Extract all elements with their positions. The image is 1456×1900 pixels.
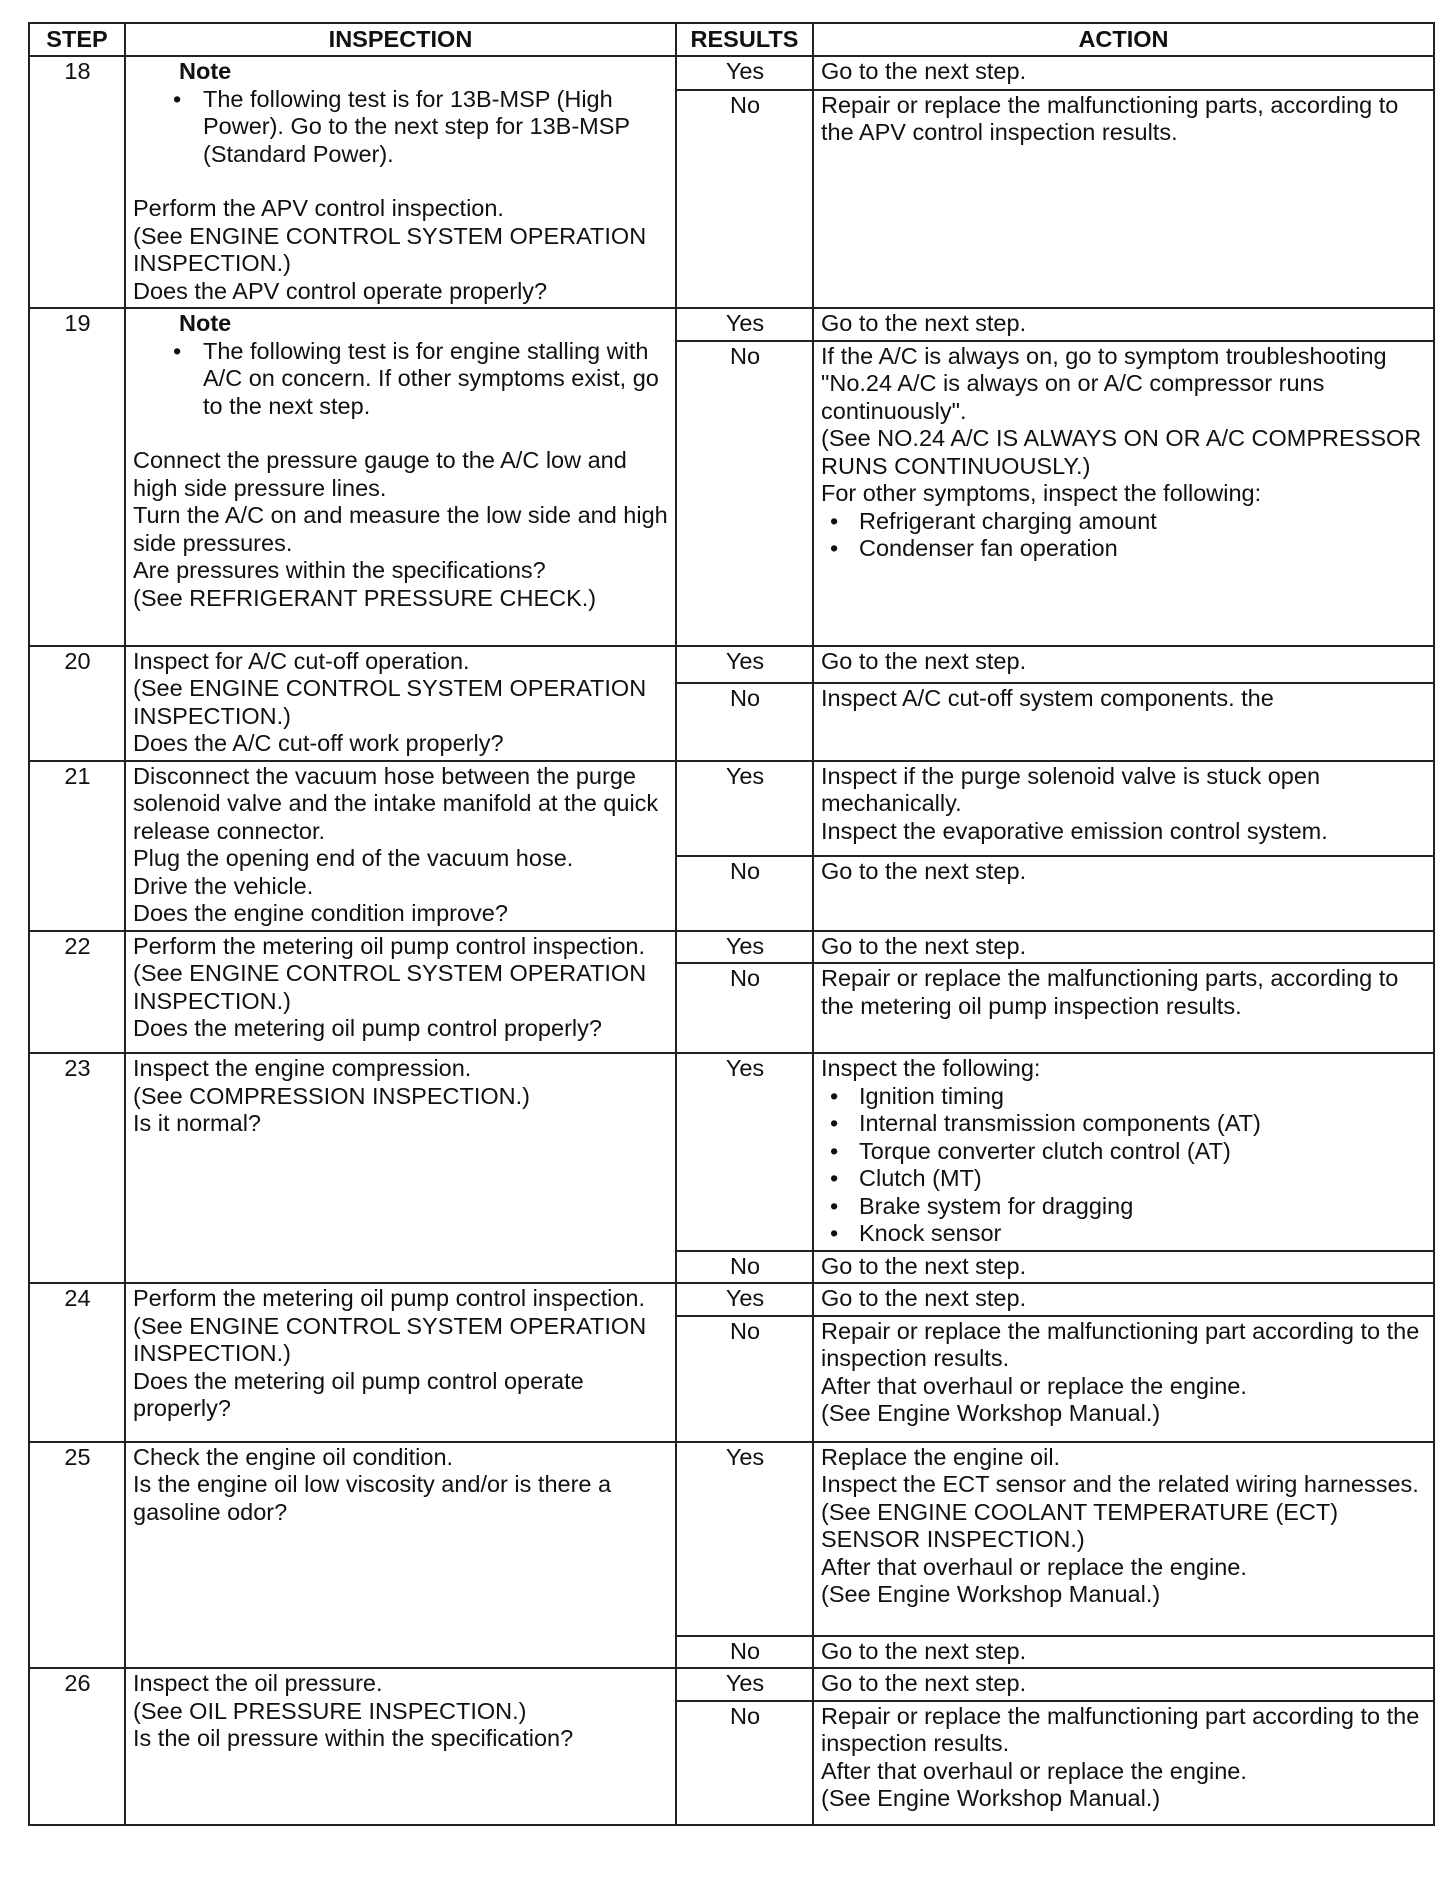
inspection-line: Perform the metering oil pump control inspection. xyxy=(133,1285,646,1311)
action-line: (See Engine Workshop Manual.) xyxy=(821,1400,1161,1426)
result-yes: Yes xyxy=(676,1442,813,1636)
result-no: No xyxy=(676,1316,813,1442)
action-line: Inspect the following: xyxy=(821,1055,1041,1081)
inspection-cell xyxy=(125,308,676,646)
header-row xyxy=(29,23,1434,56)
action-cell xyxy=(813,56,1434,90)
inspection-line: Does the engine condition improve? xyxy=(133,900,508,926)
inspection-cell xyxy=(125,1053,676,1283)
inspection-cell xyxy=(125,56,676,308)
action-cell xyxy=(813,1053,1434,1251)
inspection-line: Does the metering oil pump control properly? xyxy=(133,1015,602,1041)
inspection-line: (See REFRIGERANT PRESSURE CHECK.) xyxy=(133,584,597,611)
step-number: 24 xyxy=(29,1283,125,1442)
action-line: (See NO.24 A/C IS ALWAYS ON OR A/C COMPRESSOR RUNS CONTINUOUSLY.) xyxy=(821,425,1422,479)
action-line: (See ENGINE COOLANT TEMPERATURE (ECT) SENSOR INSPECTION.) xyxy=(821,1498,1339,1552)
result-yes: Yes xyxy=(676,761,813,857)
action-line: For other symptoms, inspect the following: xyxy=(821,480,1262,506)
result-no: No xyxy=(676,1636,813,1669)
action-line: Go to the next step. xyxy=(821,1285,1027,1311)
action-bullet-item: • Condenser fan operation xyxy=(821,535,1427,563)
note-item: • The following test is for engine stalling with A/C on concern. If other symptoms exist, go to the next step. xyxy=(133,338,669,421)
action-cell xyxy=(813,856,1434,930)
inspection-line: Inspect the engine compression. xyxy=(133,1055,472,1081)
action-cell xyxy=(813,1668,1434,1701)
action-cell xyxy=(813,761,1434,857)
action-line: Go to the next step. xyxy=(821,647,1027,674)
action-line: Inspect the evaporative emission control system. xyxy=(821,817,1328,844)
step-number: 21 xyxy=(29,761,125,931)
action-bullet-item: • Clutch (MT) xyxy=(821,1165,1427,1193)
diagnostic-table xyxy=(28,22,1435,1826)
table-row xyxy=(29,1053,1434,1251)
action-line: Go to the next step. xyxy=(821,932,1027,959)
action-line: Go to the next step. xyxy=(821,1670,1027,1696)
result-yes: Yes xyxy=(676,646,813,683)
action-line: Repair or replace the malfunctioning part according to the inspection results. xyxy=(821,1317,1420,1371)
note-list xyxy=(133,86,669,169)
table-row xyxy=(29,308,1434,341)
action-line: Replace the engine oil. xyxy=(821,1443,1061,1470)
action-cell xyxy=(813,1701,1434,1825)
table-row xyxy=(29,56,1434,90)
header-inspection: INSPECTION xyxy=(125,23,676,56)
action-cell xyxy=(813,1283,1434,1316)
result-no: No xyxy=(676,963,813,1053)
action-cell xyxy=(813,1251,1434,1284)
note-spacer xyxy=(133,168,669,195)
header-results: RESULTS xyxy=(676,23,813,56)
action-bullet-item: • Brake system for dragging xyxy=(821,1193,1427,1221)
result-no: No xyxy=(676,90,813,308)
action-line: Go to the next step. xyxy=(821,1252,1027,1279)
action-line: Inspect if the purge solenoid valve is stuck open mechanically. xyxy=(821,762,1321,816)
action-cell xyxy=(813,683,1434,761)
table-body xyxy=(29,56,1434,1825)
inspection-line: (See OIL PRESSURE INSPECTION.) xyxy=(133,1697,527,1724)
action-cell xyxy=(813,646,1434,683)
action-bullet-list xyxy=(821,1083,1427,1248)
action-line: Inspect the ECT sensor and the related wiring harnesses. xyxy=(821,1471,1419,1497)
result-no: No xyxy=(676,856,813,930)
action-line: Repair or replace the malfunctioning parts, according to the metering oil pump inspection results. xyxy=(821,965,1399,1019)
action-bullet-item: • Internal transmission components (AT) xyxy=(821,1110,1427,1138)
note-title: Note xyxy=(179,310,232,336)
inspection-line: Connect the pressure gauge to the A/C low and high side pressure lines. xyxy=(133,447,627,501)
action-line: After that overhaul or replace the engine. xyxy=(821,1757,1247,1784)
action-line: Go to the next step. xyxy=(821,58,1027,84)
table-row xyxy=(29,931,1434,964)
inspection-line: Perform the metering oil pump control inspection. xyxy=(133,932,646,959)
table-row xyxy=(29,646,1434,683)
inspection-cell xyxy=(125,1442,676,1669)
action-cell xyxy=(813,308,1434,341)
page xyxy=(28,22,1433,1826)
step-number: 18 xyxy=(29,56,125,308)
inspection-line: (See COMPRESSION INSPECTION.) xyxy=(133,1082,530,1109)
step-number: 20 xyxy=(29,646,125,761)
inspection-line: Does the A/C cut-off work properly? xyxy=(133,730,504,756)
table-row xyxy=(29,1283,1434,1316)
result-no: No xyxy=(676,1701,813,1825)
inspection-line: Check the engine oil condition. xyxy=(133,1443,454,1470)
inspection-line: (See ENGINE CONTROL SYSTEM OPERATION INSPECTION.) xyxy=(133,222,647,276)
action-line: After that overhaul or replace the engine. xyxy=(821,1553,1247,1580)
note-title: Note xyxy=(179,58,232,84)
inspection-line: Does the APV control operate properly? xyxy=(133,277,548,304)
action-bullet-list xyxy=(821,508,1427,563)
action-cell xyxy=(813,1316,1434,1442)
inspection-line: (See ENGINE CONTROL SYSTEM OPERATION INSPECTION.) xyxy=(133,1312,647,1366)
inspection-cell xyxy=(125,761,676,931)
table-row xyxy=(29,761,1434,857)
action-line: After that overhaul or replace the engine. xyxy=(821,1372,1247,1399)
action-cell xyxy=(813,963,1434,1053)
note-item: • The following test is for 13B-MSP (High Power). Go to the next step for 13B-MSP (Standard Power). xyxy=(133,86,669,169)
action-cell xyxy=(813,90,1434,308)
table-row xyxy=(29,1442,1434,1636)
result-yes: Yes xyxy=(676,931,813,964)
result-yes: Yes xyxy=(676,308,813,341)
inspection-cell xyxy=(125,1283,676,1442)
inspection-line: (See ENGINE CONTROL SYSTEM OPERATION INSPECTION.) xyxy=(133,960,647,1014)
inspection-line: Plug the opening end of the vacuum hose. xyxy=(133,845,574,871)
note-list xyxy=(133,338,669,421)
action-line: (See Engine Workshop Manual.) xyxy=(821,1785,1161,1811)
inspection-line: Is the engine oil low viscosity and/or is there a gasoline odor? xyxy=(133,1471,612,1525)
header-action: ACTION xyxy=(813,23,1434,56)
inspection-cell xyxy=(125,931,676,1054)
action-line: Go to the next step. xyxy=(821,310,1027,336)
result-yes: Yes xyxy=(676,56,813,90)
inspection-cell xyxy=(125,1668,676,1825)
action-bullet-item: • Ignition timing xyxy=(821,1083,1427,1111)
inspection-line: (See ENGINE CONTROL SYSTEM OPERATION INSPECTION.) xyxy=(133,675,647,729)
action-line: Inspect A/C cut-off system components. the xyxy=(821,684,1274,711)
inspection-line: Drive the vehicle. xyxy=(133,872,314,899)
result-yes: Yes xyxy=(676,1053,813,1251)
result-no: No xyxy=(676,341,813,646)
action-bullet-item: • Torque converter clutch control (AT) xyxy=(821,1138,1427,1166)
result-yes: Yes xyxy=(676,1668,813,1701)
step-number: 26 xyxy=(29,1668,125,1825)
header-step: STEP xyxy=(29,23,125,56)
note-spacer xyxy=(133,420,669,447)
action-cell xyxy=(813,1636,1434,1669)
action-cell xyxy=(813,1442,1434,1636)
inspection-line: Disconnect the vacuum hose between the purge solenoid valve and the intake manifold at the quick release connector. xyxy=(133,762,659,844)
inspection-line: Perform the APV control inspection. xyxy=(133,195,504,221)
result-no: No xyxy=(676,1251,813,1284)
step-number: 19 xyxy=(29,308,125,646)
action-line: (See Engine Workshop Manual.) xyxy=(821,1581,1161,1607)
table-row xyxy=(29,1668,1434,1701)
inspection-line: Inspect for A/C cut-off operation. xyxy=(133,647,470,674)
inspection-line: Inspect the oil pressure. xyxy=(133,1670,383,1696)
action-line: Go to the next step. xyxy=(821,858,1027,885)
inspection-line: Are pressures within the specifications? xyxy=(133,557,546,583)
result-yes: Yes xyxy=(676,1283,813,1316)
step-number: 22 xyxy=(29,931,125,1054)
inspection-line: Is the oil pressure within the specification? xyxy=(133,1725,574,1751)
step-number: 25 xyxy=(29,1442,125,1669)
action-cell xyxy=(813,931,1434,964)
action-bullet-item: • Refrigerant charging amount xyxy=(821,508,1427,536)
inspection-line: Does the metering oil pump control operate properly? xyxy=(133,1367,584,1421)
result-no: No xyxy=(676,683,813,761)
action-cell xyxy=(813,341,1434,646)
inspection-cell xyxy=(125,646,676,761)
step-number: 23 xyxy=(29,1053,125,1283)
action-line: Go to the next step. xyxy=(821,1637,1027,1664)
action-bullet-item: • Knock sensor xyxy=(821,1220,1427,1248)
inspection-line: Is it normal? xyxy=(133,1110,261,1136)
action-line: Repair or replace the malfunctioning parts, according to the APV control inspection results. xyxy=(821,91,1399,146)
action-line: If the A/C is always on, go to symptom troubleshooting "No.24 A/C is always on or A/C compressor runs continuously". xyxy=(821,342,1387,424)
action-line: Repair or replace the malfunctioning part according to the inspection results. xyxy=(821,1702,1420,1756)
inspection-line: Turn the A/C on and measure the low side and high side pressures. xyxy=(133,502,668,556)
